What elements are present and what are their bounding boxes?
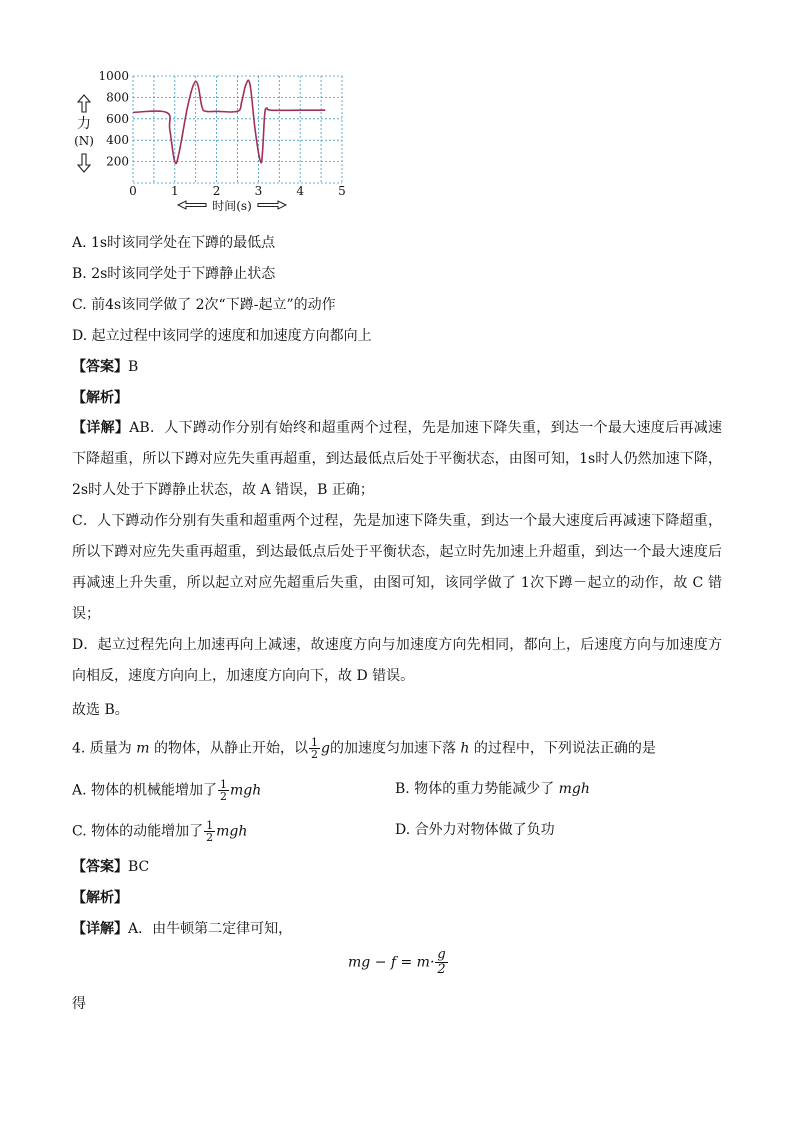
x-tick-label: 2 [212,184,221,198]
q3-detail-d: D．起立过程先向上加速再向上减速，故速度方向与加速度方向先相同，都向上，后速度方向与加速度方向相反，速度方向向上，加速度方向向下，故 D 错误。 [72,637,722,684]
q3-conclusion: 故选 B。 [72,702,129,718]
q4-option-b: B. 物体的重力势能减少了 mgh [395,781,590,797]
q3-detail-ab: 【详解】AB．人下蹲动作分别有始终和超重两个过程，先是加速下降失重，到达一个最大速度后再减速下降超重，所以下蹲对应先失重再超重，到达最低点后处于平衡状态，由图可知，1s时人仍然加速下降，2s时人处于下蹲静止状态，故 A 错误，B 正确； [72,420,723,498]
q3-option-a: A. 1s时该同学处在下蹲的最低点 [72,235,276,251]
y-axis-label-force: 力 [77,116,91,132]
x-tick-labels [129,184,346,198]
fraction-half: $\frac{1}{2}$ [311,736,318,761]
q3-analysis-tag: 【解析】 [72,390,128,406]
q4-detail-a: 【详解】A．由牛顿第二定律可知， [72,921,293,937]
force-time-chart [70,62,370,212]
x-tick-label: 0 [129,184,137,198]
q4-analysis-tag: 【解析】 [72,890,128,906]
q4-answer: 【答案】BC [72,859,150,875]
y-tick-labels [98,69,129,169]
q4-stem: 4. 质量为 m 的物体，从静止开始，以 $\frac{1}{2}$ g的加速度匀加速下落 h 的过程中，下列说法正确的是 [72,736,656,761]
left-arrow-icon [178,201,206,209]
x-axis-label-group [178,198,286,212]
equation-newton: mg − f = m· $\frac{g}{2}$ [348,947,446,977]
q3-option-d: D. 起立过程中该同学的速度和加速度方向都向上 [72,328,372,344]
q3-detail-c: C．人下蹲动作分别有失重和超重两个过程，先是加速下降失重，到达一个最大速度后再减速下降超重，所以下蹲对应先失重再超重，到达最低点后处于平衡状态，起立时先加速上升超重，到达一个最大速度后再减速上升失重，所以起立对应先超重后失重，由图可知，该同学做了 1次下蹲－起立的动作，故 C 错误； [72,513,722,622]
x-tick-label: 1 [170,184,179,198]
q4-option-c: C. 物体的动能增加了 $\frac{1}{2}$ mgh [72,819,248,844]
x-tick-label: 3 [254,184,263,198]
q3-answer [72,357,138,377]
x-axis-label: 时间(s) [212,199,252,212]
y-tick-label: 200 [106,154,129,169]
q3-option-b: B. 2s时该同学处于下蹲静止状态 [72,266,276,282]
chart-grid [133,76,342,183]
up-arrow-icon [78,95,90,112]
q3-option-c: C. 前4s该同学做了 2次“下蹲-起立”的动作 [72,297,336,313]
y-axis-label-group [74,95,94,172]
y-tick-label: 1000 [98,69,129,83]
x-tick-label: 4 [296,184,305,198]
q4-option-a: A. 物体的机械能增加了 $\frac{1}{2}$ mgh [72,778,262,803]
answer-value: B [128,359,139,375]
down-arrow-icon [78,154,90,172]
detail-tag: 【详解】 [72,420,130,436]
q4-de: 得 [72,996,86,1012]
y-axis-label-unit: (N) [74,134,94,148]
y-tick-label: 400 [106,133,129,148]
x-tick-label: 5 [338,184,346,198]
right-arrow-icon [258,201,286,209]
q4-option-d: D. 合外力对物体做了负功 [395,822,555,838]
y-tick-label: 800 [106,90,129,105]
answer-tag: 【答案】 [72,359,128,375]
force-series-line [133,80,325,163]
y-tick-label: 600 [106,111,129,126]
